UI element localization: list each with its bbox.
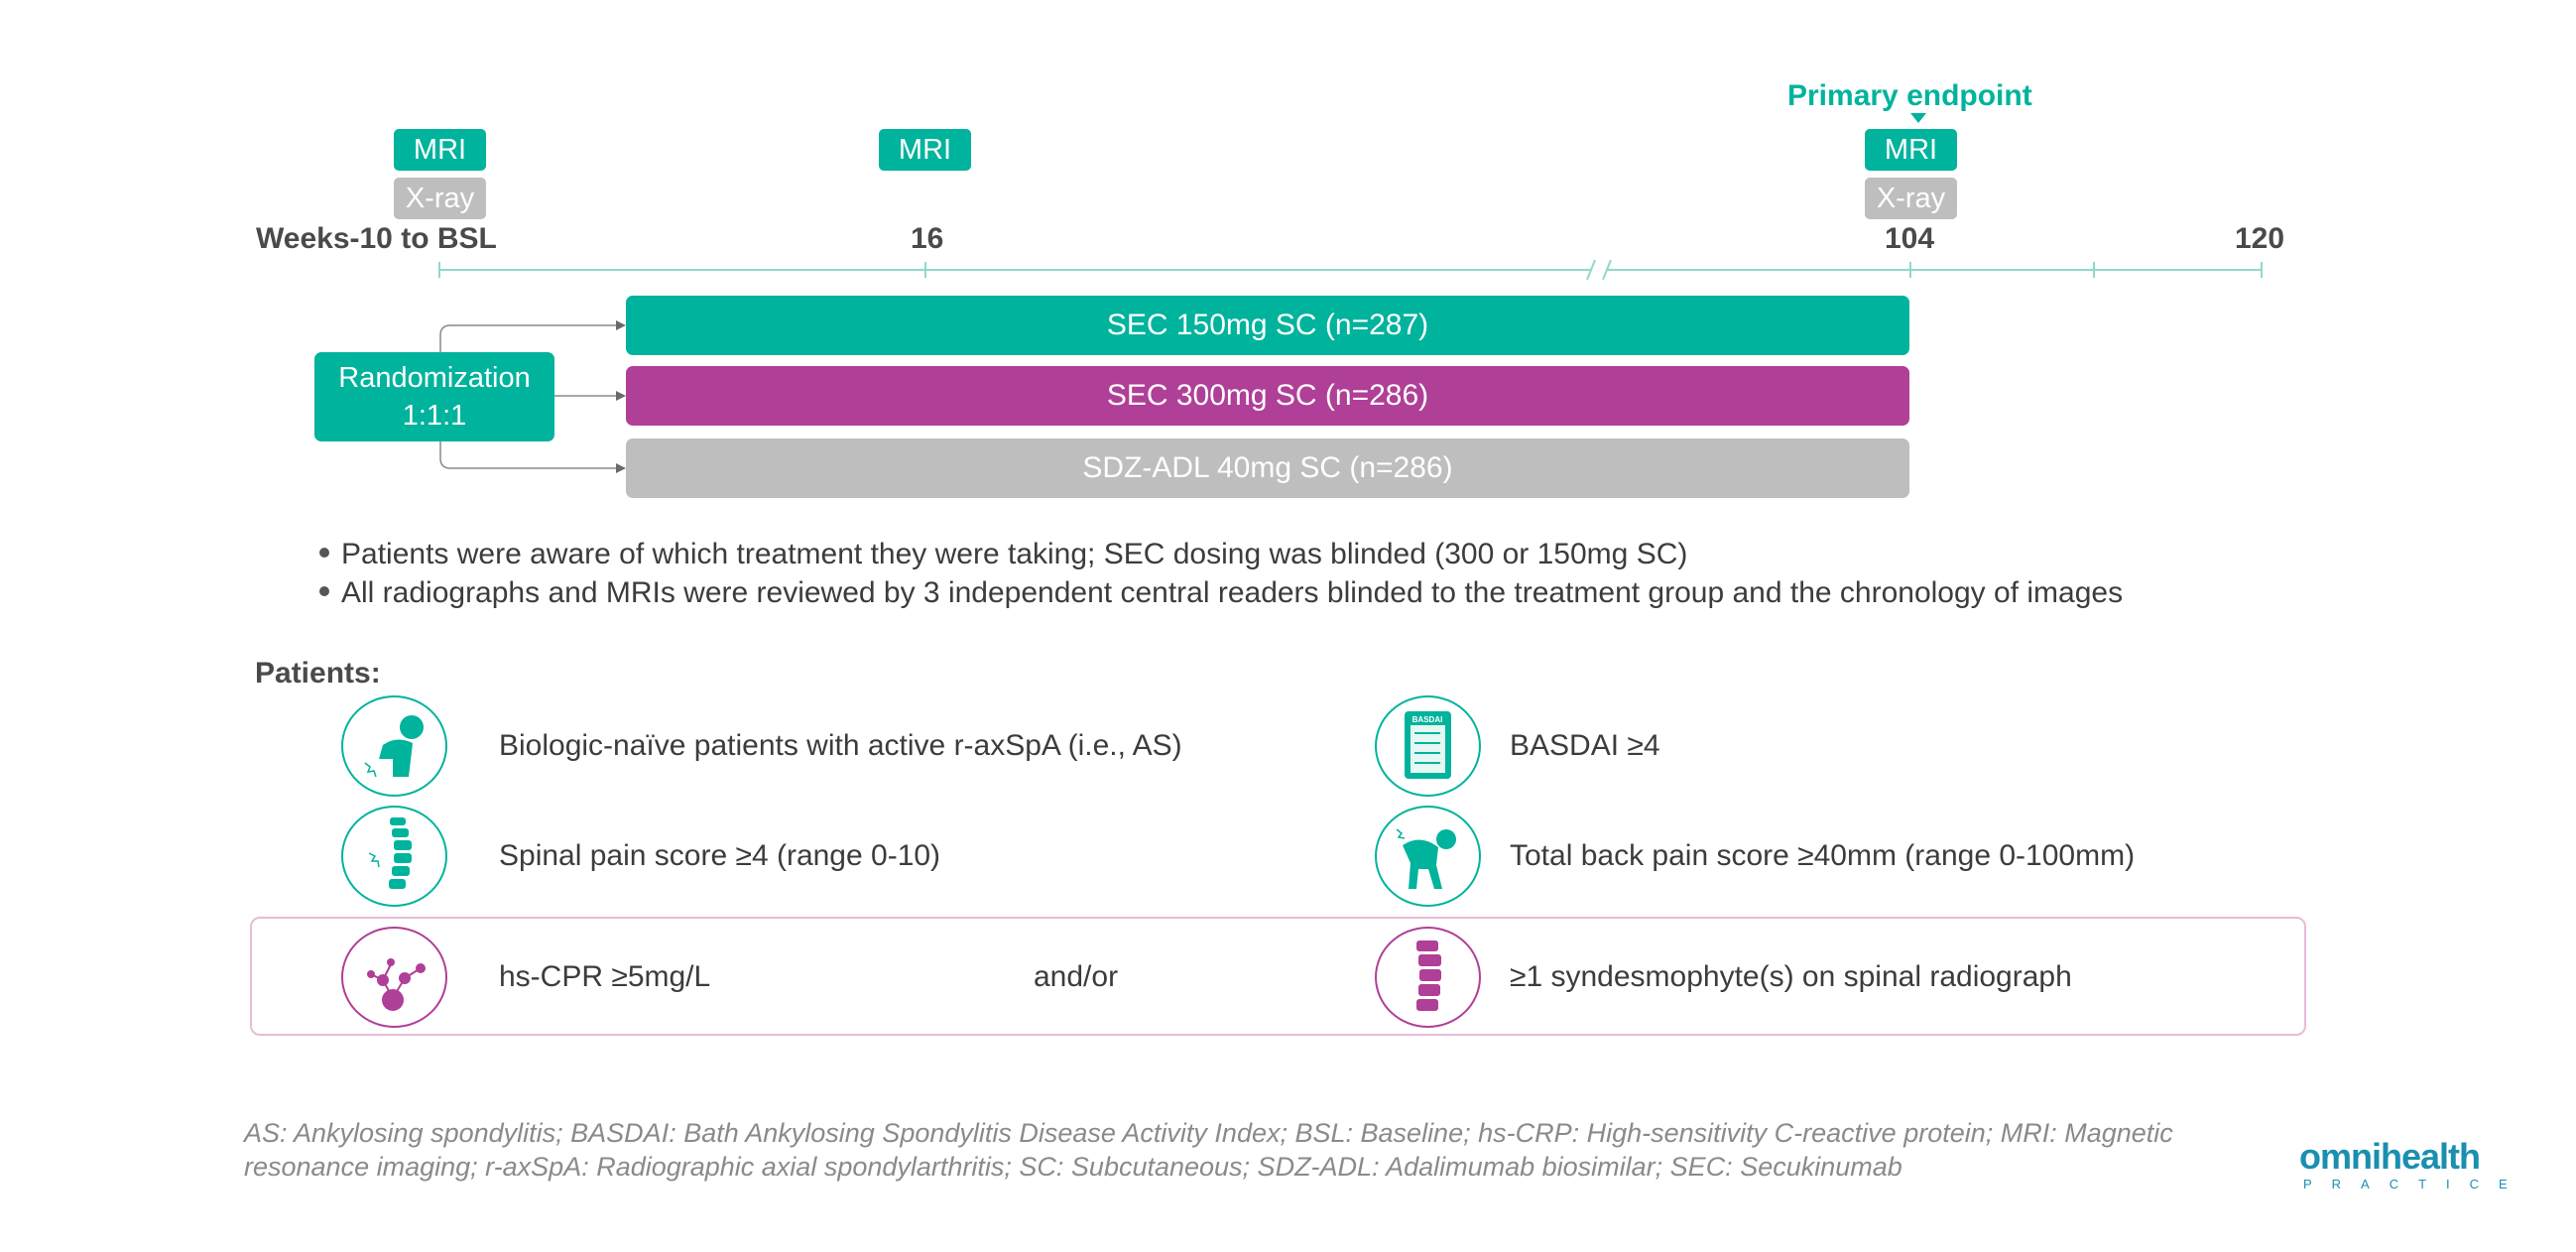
criterion-text: ≥1 syndesmophyte(s) on spinal radiograph <box>1510 960 2072 993</box>
tick-label-baseline: Weeks-10 to BSL <box>256 222 497 255</box>
arm-bar-sdzadl: SDZ-ADL 40mg SC (n=286) <box>626 438 1909 498</box>
molecule-icon <box>341 927 447 1028</box>
criterion-text: Biologic-naïve patients with active r-axSpA (i.e., AS) <box>499 729 1182 762</box>
xray-badge-week104: X-ray <box>1865 178 1957 219</box>
patients-heading: Patients: <box>255 657 381 689</box>
randomization-ratio: 1:1:1 <box>402 400 467 432</box>
footnote-line: AS: Ankylosing spondylitis; BASDAI: Bath Ankylosing Spondylitis Disease Activity Index; BSL: Baseline; hs-CRP: High-sensitivity C-reactive protein; MRI: Magnetic <box>244 1118 2173 1148</box>
footnote-line: resonance imaging; r-axSpA: Radiographic axial spondylarthritis; SC: Subcutaneous; SDZ-ADL: Adalimumab biosimilar; SEC: Secukinumab <box>244 1152 1902 1182</box>
criterion-text: Spinal pain score ≥4 (range 0-10) <box>499 839 941 872</box>
tick-label-120: 120 <box>2235 222 2285 255</box>
clipboard-icon <box>1375 695 1481 797</box>
bullet-item <box>319 576 2123 610</box>
primary-endpoint-label: Primary endpoint <box>1787 79 2032 112</box>
randomization-box <box>314 352 554 441</box>
bullet-text: Patients were aware of which treatment they were taking; SEC dosing was blinded (300 or 150mg SC) <box>341 538 1688 570</box>
arm-bar-sec300: SEC 300mg SC (n=286) <box>626 366 1909 426</box>
bullet-dot-icon <box>319 586 329 596</box>
logo-brand: omnihealth <box>2299 1136 2481 1177</box>
bullet-item <box>319 538 1687 571</box>
arm-bar-sec150: SEC 150mg SC (n=287) <box>626 296 1909 355</box>
svg-text:BASDAI: BASDAI <box>1411 715 1443 724</box>
criterion-text: BASDAI ≥4 <box>1510 729 1660 762</box>
mri-badge-week104: MRI <box>1865 129 1957 171</box>
logo-sub: PRACTICE <box>2303 1177 2527 1191</box>
bullet-dot-icon <box>319 548 329 558</box>
spine-magenta-icon <box>1375 927 1481 1028</box>
mri-badge-baseline: MRI <box>394 129 486 171</box>
xray-badge-baseline: X-ray <box>394 178 486 219</box>
and-or-connector: and/or <box>1034 960 1119 993</box>
tick-label-104: 104 <box>1885 222 1935 255</box>
criterion-text: hs-CPR ≥5mg/L <box>499 960 711 993</box>
omnihealth-logo <box>2299 1136 2527 1198</box>
bullet-text: All radiographs and MRIs were reviewed by 3 independent central readers blinded to the treatment group and the chronology of images <box>341 576 2124 609</box>
mri-badge-week16: MRI <box>879 129 971 171</box>
tick-label-16: 16 <box>911 222 944 255</box>
patient-icon <box>341 695 447 797</box>
randomization-label: Randomization <box>338 362 531 394</box>
criterion-text: Total back pain score ≥40mm (range 0-100mm) <box>1510 839 2136 872</box>
spine-icon <box>341 806 447 907</box>
back-pain-icon <box>1375 806 1481 907</box>
